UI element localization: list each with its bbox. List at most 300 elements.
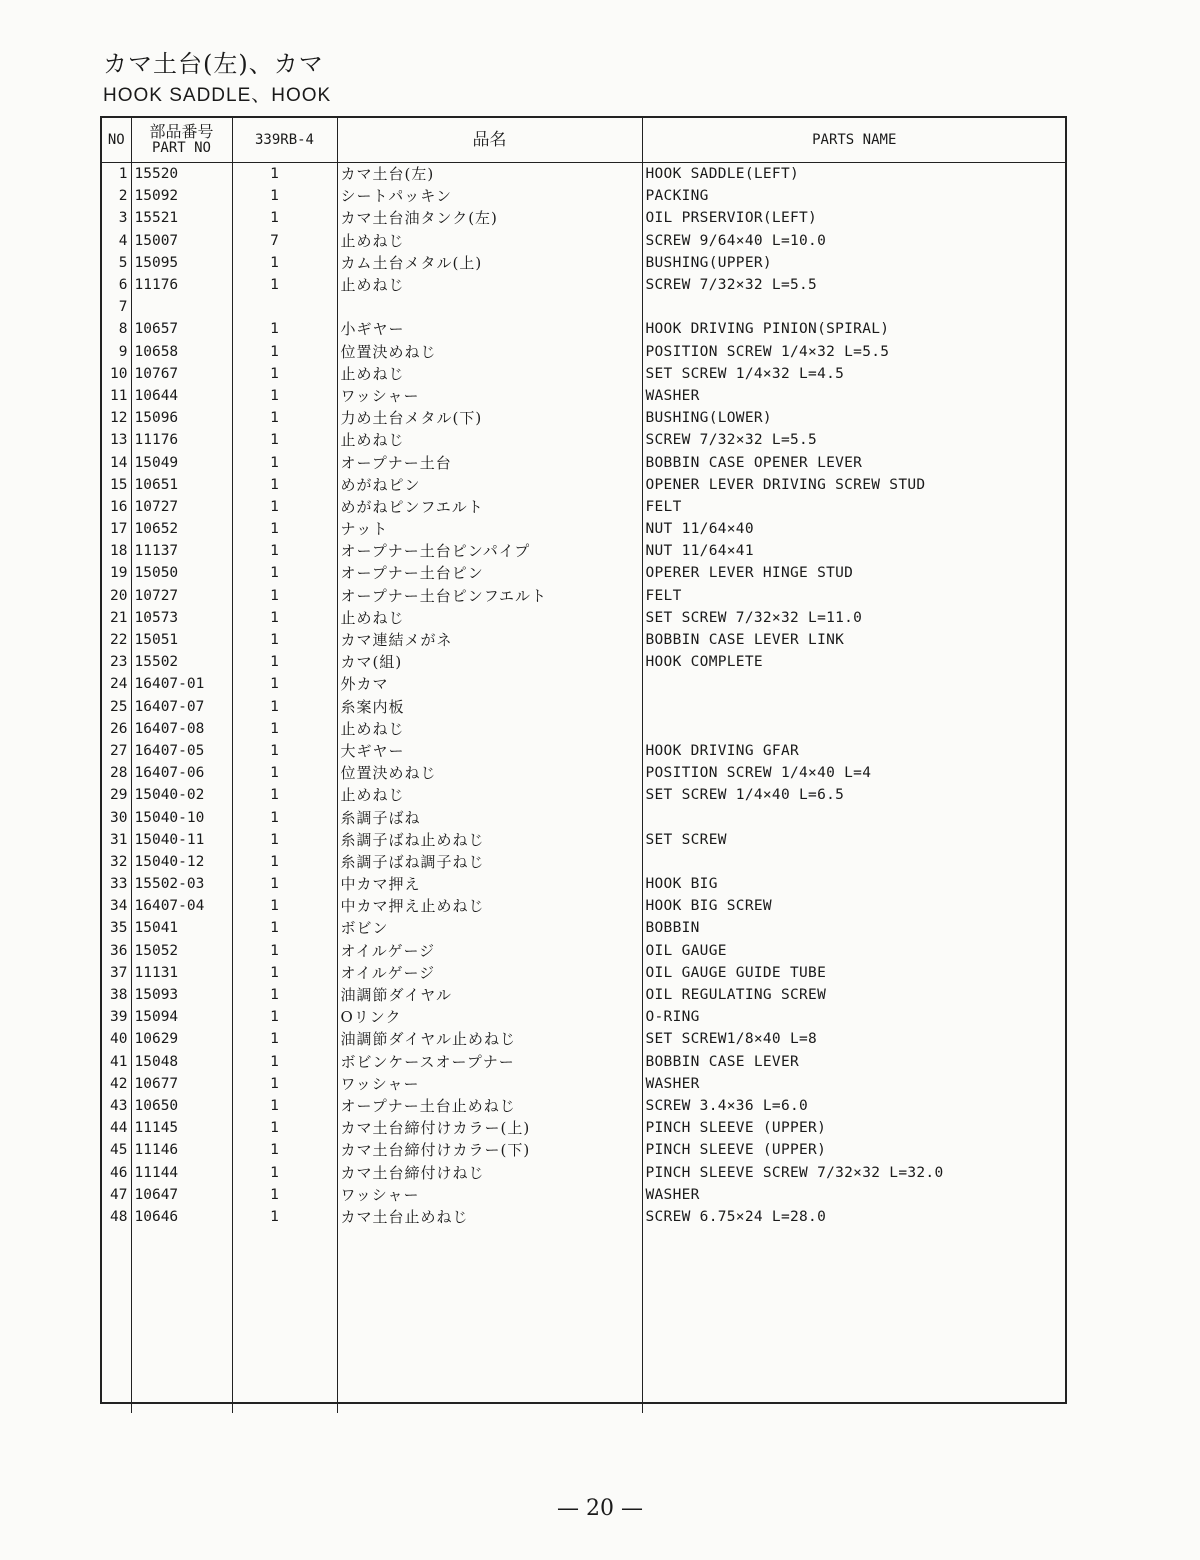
- row-number: 7: [102, 296, 131, 318]
- quantity: 1: [232, 318, 337, 340]
- quantity: 1: [232, 873, 337, 895]
- part-name-jp: 止めねじ: [337, 607, 642, 629]
- part-name-en: OPENER LEVER DRIVING SCREW STUD: [645, 476, 926, 493]
- row-number: 39: [102, 1006, 131, 1028]
- row-number: 23: [102, 651, 131, 673]
- quantity: [232, 296, 337, 318]
- quantity: 1: [232, 1206, 337, 1228]
- part-name-en: [642, 696, 1066, 718]
- part-name-jp: 糸調子ばね調子ねじ: [337, 851, 642, 873]
- part-name-jp: 位置決めねじ: [337, 341, 642, 363]
- table-row: [102, 895, 1066, 917]
- part-name-en: SET SCREW 7/32×32 L=11.0: [645, 609, 863, 626]
- part-name-en: HOOK BIG: [645, 876, 718, 893]
- table-row: [102, 318, 1066, 340]
- table-row: [102, 851, 1066, 873]
- header-part-no: [131, 118, 232, 163]
- part-number: 11176: [131, 274, 232, 296]
- part-name-jp: めがねピン: [337, 474, 642, 496]
- part-number: 16407-08: [131, 718, 232, 740]
- part-number: 16407-05: [131, 740, 232, 762]
- quantity: 1: [232, 540, 337, 562]
- quantity: 1: [232, 917, 337, 939]
- quantity: 1: [232, 806, 337, 828]
- part-name-jp: オイルゲージ: [337, 962, 642, 984]
- table-row: [102, 252, 1066, 274]
- table-row: [102, 363, 1066, 385]
- part-name-en: HOOK BIG SCREW: [645, 898, 772, 915]
- quantity: 1: [232, 1161, 337, 1183]
- part-name-jp: 糸調子ばね: [337, 806, 642, 828]
- row-number: 44: [102, 1117, 131, 1139]
- parts-list: [102, 118, 1066, 1413]
- part-name-jp: Oリンク: [337, 1006, 642, 1028]
- row-number: 17: [102, 518, 131, 540]
- part-number: 11131: [131, 962, 232, 984]
- part-name-jp: カマ土台締付けねじ: [337, 1161, 642, 1183]
- table-row: [102, 762, 1066, 784]
- table-row: [102, 496, 1066, 518]
- quantity: 1: [232, 185, 337, 207]
- row-number: 28: [102, 762, 131, 784]
- part-number: 15093: [131, 984, 232, 1006]
- part-name-jp: ボビンケースオープナー: [337, 1051, 642, 1073]
- part-name-jp: カマ土台止めねじ: [337, 1206, 642, 1228]
- part-number: 15094: [131, 1006, 232, 1028]
- quantity: 1: [232, 696, 337, 718]
- table-row: [102, 207, 1066, 229]
- part-name-en: WASHER: [645, 1186, 700, 1203]
- part-name-en: HOOK DRIVING GFAR: [645, 742, 800, 759]
- quantity: 7: [232, 230, 337, 252]
- part-number: 15502: [131, 651, 232, 673]
- table-row: [102, 1161, 1066, 1183]
- part-name-en: [642, 806, 1066, 828]
- part-name-jp: [337, 296, 642, 318]
- quantity: 1: [232, 1028, 337, 1050]
- row-number: 25: [102, 696, 131, 718]
- row-number: 14: [102, 451, 131, 473]
- header-part-no-jp: 部品番号: [149, 122, 214, 141]
- quantity: 1: [232, 629, 337, 651]
- quantity: 1: [232, 895, 337, 917]
- part-number: 15048: [131, 1051, 232, 1073]
- page-title-japanese: カマ土台(左)、カマ: [103, 50, 324, 78]
- part-name-jp: 位置決めねじ: [337, 762, 642, 784]
- part-number: 10650: [131, 1095, 232, 1117]
- row-number: 36: [102, 940, 131, 962]
- part-name-en: SCREW 7/32×32 L=5.5: [645, 432, 818, 449]
- empty-cell: [642, 1228, 1066, 1413]
- part-name-en: OIL GAUGE: [645, 942, 727, 959]
- part-name-jp: オープナー土台ピンフエルト: [337, 585, 642, 607]
- table-row: [102, 629, 1066, 651]
- row-number: 11: [102, 385, 131, 407]
- row-number: 24: [102, 673, 131, 695]
- part-number: 16407-01: [131, 673, 232, 695]
- quantity: 1: [232, 429, 337, 451]
- row-number: 45: [102, 1139, 131, 1161]
- page-number: — 20 —: [557, 1496, 643, 1521]
- quantity: 1: [232, 1117, 337, 1139]
- part-number: 15502-03: [131, 873, 232, 895]
- part-name-en: OIL PRSERVIOR(LEFT): [645, 210, 818, 227]
- part-name-jp: オープナー土台止めねじ: [337, 1095, 642, 1117]
- part-name-en: [642, 718, 1066, 740]
- row-number: 48: [102, 1206, 131, 1228]
- row-number: 43: [102, 1095, 131, 1117]
- table-row: [102, 540, 1066, 562]
- part-number: 15092: [131, 185, 232, 207]
- part-name-en: SCREW 3.4×36 L=6.0: [645, 1097, 809, 1114]
- part-number: 16407-04: [131, 895, 232, 917]
- part-number: 10629: [131, 1028, 232, 1050]
- row-number: 37: [102, 962, 131, 984]
- quantity: 1: [232, 407, 337, 429]
- table-filler-row: [102, 1228, 1066, 1413]
- part-name-en: BOBBIN CASE LEVER LINK: [645, 632, 845, 649]
- part-name-jp: カマ土台(左): [337, 163, 642, 186]
- table-row: [102, 1117, 1066, 1139]
- table-row: [102, 562, 1066, 584]
- table-row: [102, 296, 1066, 318]
- part-number: [131, 296, 232, 318]
- table-row: [102, 1206, 1066, 1228]
- quantity: 1: [232, 207, 337, 229]
- table-row: [102, 1095, 1066, 1117]
- table-row: [102, 784, 1066, 806]
- row-number: 3: [102, 207, 131, 229]
- header-no: NO: [102, 118, 131, 163]
- quantity: 1: [232, 829, 337, 851]
- part-number: 11176: [131, 429, 232, 451]
- table-row: [102, 873, 1066, 895]
- table-row: [102, 607, 1066, 629]
- part-number: 15040-02: [131, 784, 232, 806]
- part-name-jp: カマ土台油タンク(左): [337, 207, 642, 229]
- quantity: 1: [232, 740, 337, 762]
- part-name-en: WASHER: [645, 1075, 700, 1092]
- quantity: 1: [232, 1073, 337, 1095]
- table-row: [102, 1073, 1066, 1095]
- part-number: 10647: [131, 1184, 232, 1206]
- part-name-en: [642, 673, 1066, 695]
- quantity: 1: [232, 1095, 337, 1117]
- part-name-en: BUSHING(UPPER): [645, 254, 772, 271]
- table-row: [102, 230, 1066, 252]
- part-name-en: HOOK DRIVING PINION(SPIRAL): [645, 321, 890, 338]
- part-number: 10727: [131, 585, 232, 607]
- part-number: 10573: [131, 607, 232, 629]
- part-name-en: POSITION SCREW 1/4×40 L=4: [645, 765, 872, 782]
- part-name-en: OIL GAUGE GUIDE TUBE: [645, 964, 827, 981]
- table-header-row: [102, 118, 1066, 163]
- table-row: [102, 1006, 1066, 1028]
- table-row: [102, 740, 1066, 762]
- part-name-jp: オープナー土台: [337, 451, 642, 473]
- quantity: 1: [232, 651, 337, 673]
- part-name-en: HOOK COMPLETE: [645, 654, 763, 671]
- part-name-en: PINCH SLEEVE (UPPER): [645, 1120, 827, 1137]
- header-name-en: PARTS NAME: [642, 118, 1066, 163]
- row-number: 21: [102, 607, 131, 629]
- quantity: 1: [232, 252, 337, 274]
- part-number: 15095: [131, 252, 232, 274]
- part-name-jp: 油調節ダイヤル: [337, 984, 642, 1006]
- table-row: [102, 1051, 1066, 1073]
- quantity: 1: [232, 274, 337, 296]
- part-number: 10646: [131, 1206, 232, 1228]
- part-number: 10677: [131, 1073, 232, 1095]
- part-number: 10651: [131, 474, 232, 496]
- part-number: 15096: [131, 407, 232, 429]
- table-row: [102, 451, 1066, 473]
- part-name-jp: 止めねじ: [337, 230, 642, 252]
- row-number: 16: [102, 496, 131, 518]
- table-row: [102, 696, 1066, 718]
- row-number: 2: [102, 185, 131, 207]
- row-number: 8: [102, 318, 131, 340]
- part-name-jp: 止めねじ: [337, 718, 642, 740]
- part-name-jp: ワッシャー: [337, 385, 642, 407]
- table-row: [102, 1139, 1066, 1161]
- part-number: 15040-11: [131, 829, 232, 851]
- row-number: 1: [102, 163, 131, 186]
- part-name-en: FELT: [645, 587, 682, 604]
- part-name-en: NUT 11/64×40: [645, 521, 754, 538]
- part-name-en: BOBBIN CASE LEVER: [645, 1053, 800, 1070]
- quantity: 1: [232, 363, 337, 385]
- part-name-jp: 中カマ押え: [337, 873, 642, 895]
- row-number: 26: [102, 718, 131, 740]
- empty-cell: [102, 1228, 131, 1413]
- quantity: 1: [232, 518, 337, 540]
- quantity: 1: [232, 1006, 337, 1028]
- row-number: 35: [102, 917, 131, 939]
- part-name-jp: カム土台メタル(上): [337, 252, 642, 274]
- row-number: 4: [102, 230, 131, 252]
- table-row: [102, 585, 1066, 607]
- header-name-jp: 品名: [337, 118, 642, 163]
- page-title-english: HOOK SADDLE、HOOK: [103, 85, 332, 106]
- part-name-jp: ボビン: [337, 917, 642, 939]
- part-name-jp: カマ(組): [337, 651, 642, 673]
- part-name-en: O-RING: [645, 1009, 700, 1026]
- part-name-jp: 小ギヤー: [337, 318, 642, 340]
- table-row: [102, 651, 1066, 673]
- quantity: 1: [232, 762, 337, 784]
- part-name-jp: オイルゲージ: [337, 940, 642, 962]
- row-number: 30: [102, 806, 131, 828]
- part-name-jp: シートパッキン: [337, 185, 642, 207]
- part-name-jp: カマ土台締付けカラー(下): [337, 1139, 642, 1161]
- part-name-en: WASHER: [645, 387, 700, 404]
- table-row: [102, 1184, 1066, 1206]
- part-name-en: OPERER LEVER HINGE STUD: [645, 565, 854, 582]
- table-row: [102, 940, 1066, 962]
- part-name-jp: 油調節ダイヤル止めねじ: [337, 1028, 642, 1050]
- part-number: 10767: [131, 363, 232, 385]
- part-number: 15040-10: [131, 806, 232, 828]
- table-row: [102, 474, 1066, 496]
- quantity: 1: [232, 451, 337, 473]
- table-row: [102, 806, 1066, 828]
- row-number: 6: [102, 274, 131, 296]
- part-name-en: HOOK SADDLE(LEFT): [645, 166, 800, 183]
- table-row: [102, 163, 1066, 186]
- part-number: 16407-06: [131, 762, 232, 784]
- row-number: 29: [102, 784, 131, 806]
- quantity: 1: [232, 962, 337, 984]
- quantity: 1: [232, 984, 337, 1006]
- quantity: 1: [232, 1184, 337, 1206]
- part-number: 11144: [131, 1161, 232, 1183]
- empty-cell: [337, 1228, 642, 1413]
- table-row: [102, 429, 1066, 451]
- quantity: 1: [232, 496, 337, 518]
- part-name-en: PINCH SLEEVE (UPPER): [645, 1142, 827, 1159]
- part-number: 10657: [131, 318, 232, 340]
- row-number: 9: [102, 341, 131, 363]
- table-body: [102, 163, 1066, 1414]
- quantity: 1: [232, 718, 337, 740]
- part-name-jp: ワッシャー: [337, 1184, 642, 1206]
- row-number: 10: [102, 363, 131, 385]
- part-name-jp: カマ連結メがネ: [337, 629, 642, 651]
- table-row: [102, 1028, 1066, 1050]
- part-name-en: SET SCREW 1/4×40 L=6.5: [645, 787, 845, 804]
- part-name-en: SET SCREW1/8×40 L=8: [645, 1031, 818, 1048]
- row-number: 42: [102, 1073, 131, 1095]
- part-name-jp: 中カマ押え止めねじ: [337, 895, 642, 917]
- part-number: 15520: [131, 163, 232, 186]
- row-number: 27: [102, 740, 131, 762]
- part-number: 15041: [131, 917, 232, 939]
- row-number: 18: [102, 540, 131, 562]
- part-name-jp: 大ギヤー: [337, 740, 642, 762]
- row-number: 46: [102, 1161, 131, 1183]
- part-name-jp: めがねピンフエルト: [337, 496, 642, 518]
- part-name-jp: 力め土台メタル(下): [337, 407, 642, 429]
- part-name-jp: 糸調子ばね止めねじ: [337, 829, 642, 851]
- part-name-en: BOBBIN: [645, 920, 700, 937]
- part-number: 11137: [131, 540, 232, 562]
- part-name-jp: カマ土台締付けカラー(上): [337, 1117, 642, 1139]
- table-row: [102, 962, 1066, 984]
- header-model: 339RB-4: [232, 118, 337, 163]
- part-number: 10727: [131, 496, 232, 518]
- part-number: 15521: [131, 207, 232, 229]
- quantity: 1: [232, 562, 337, 584]
- row-number: 34: [102, 895, 131, 917]
- table-row: [102, 673, 1066, 695]
- part-name-en: PINCH SLEEVE SCREW 7/32×32 L=32.0: [645, 1164, 944, 1181]
- part-number: 16407-07: [131, 696, 232, 718]
- part-number: 15052: [131, 940, 232, 962]
- part-name-jp: オープナー土台ピン: [337, 562, 642, 584]
- part-name-en: POSITION SCREW 1/4×32 L=5.5: [645, 343, 890, 360]
- part-name-jp: 止めねじ: [337, 784, 642, 806]
- part-number: 15050: [131, 562, 232, 584]
- row-number: 19: [102, 562, 131, 584]
- row-number: 33: [102, 873, 131, 895]
- part-name-en: SCREW 7/32×32 L=5.5: [645, 277, 818, 294]
- quantity: 1: [232, 1051, 337, 1073]
- table-row: [102, 718, 1066, 740]
- row-number: 12: [102, 407, 131, 429]
- part-name-en: [642, 296, 1066, 318]
- empty-cell: [232, 1228, 337, 1413]
- quantity: 1: [232, 851, 337, 873]
- row-number: 22: [102, 629, 131, 651]
- part-name-jp: 糸案内板: [337, 696, 642, 718]
- part-name-en: OIL REGULATING SCREW: [645, 987, 827, 1004]
- part-number: 10644: [131, 385, 232, 407]
- row-number: 38: [102, 984, 131, 1006]
- row-number: 32: [102, 851, 131, 873]
- part-name-en: SCREW 9/64×40 L=10.0: [645, 232, 827, 249]
- part-name-en: SCREW 6.75×24 L=28.0: [645, 1208, 827, 1225]
- table-row: [102, 185, 1066, 207]
- part-number: 11146: [131, 1139, 232, 1161]
- table-row: [102, 385, 1066, 407]
- part-name-en: SET SCREW 1/4×32 L=4.5: [645, 365, 845, 382]
- part-name-jp: 止めねじ: [337, 274, 642, 296]
- part-name-jp: オープナー土台ピンパイプ: [337, 540, 642, 562]
- table-row: [102, 407, 1066, 429]
- row-number: 40: [102, 1028, 131, 1050]
- part-name-en: PACKING: [645, 188, 709, 205]
- row-number: 31: [102, 829, 131, 851]
- row-number: 15: [102, 474, 131, 496]
- part-name-jp: 外カマ: [337, 673, 642, 695]
- quantity: 1: [232, 784, 337, 806]
- quantity: 1: [232, 341, 337, 363]
- part-number: 15040-12: [131, 851, 232, 873]
- part-name-en: FELT: [645, 498, 682, 515]
- part-name-en: BUSHING(LOWER): [645, 410, 772, 427]
- quantity: 1: [232, 163, 337, 186]
- part-name-en: NUT 11/64×41: [645, 543, 754, 560]
- table-row: [102, 917, 1066, 939]
- part-name-jp: ナット: [337, 518, 642, 540]
- part-number: 15051: [131, 629, 232, 651]
- quantity: 1: [232, 585, 337, 607]
- part-name-en: [642, 851, 1066, 873]
- table-row: [102, 984, 1066, 1006]
- table-row: [102, 518, 1066, 540]
- row-number: 20: [102, 585, 131, 607]
- table-row: [102, 829, 1066, 851]
- row-number: 5: [102, 252, 131, 274]
- row-number: 47: [102, 1184, 131, 1206]
- table-row: [102, 274, 1066, 296]
- empty-cell: [131, 1228, 232, 1413]
- part-name-jp: 止めねじ: [337, 429, 642, 451]
- part-number: 10652: [131, 518, 232, 540]
- part-name-en: BOBBIN CASE OPENER LEVER: [645, 454, 863, 471]
- row-number: 41: [102, 1051, 131, 1073]
- table-row: [102, 341, 1066, 363]
- part-name-en: SET SCREW: [645, 831, 727, 848]
- quantity: 1: [232, 385, 337, 407]
- header-part-no-en: PART NO: [151, 140, 211, 156]
- row-number: 13: [102, 429, 131, 451]
- quantity: 1: [232, 940, 337, 962]
- parts-table: [100, 116, 1067, 1404]
- quantity: 1: [232, 474, 337, 496]
- part-number: 15007: [131, 230, 232, 252]
